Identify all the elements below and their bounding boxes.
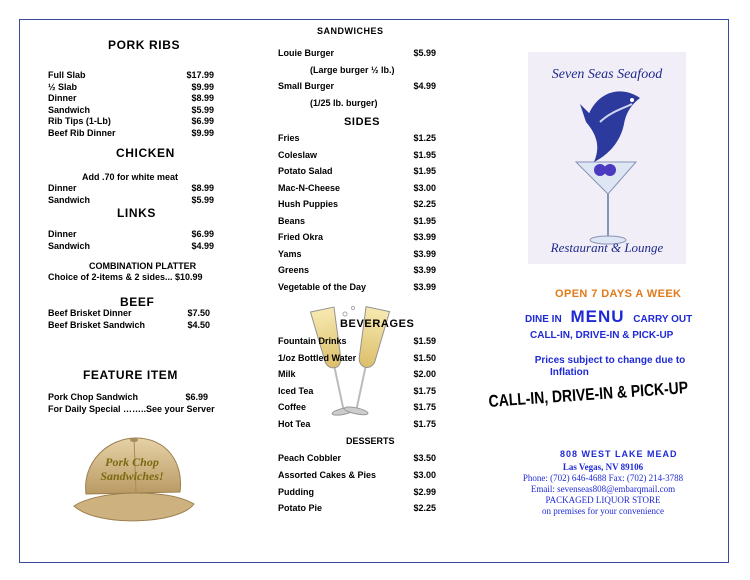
- prices-note: [520, 355, 700, 379]
- premises-line: on premises for your convenience: [542, 506, 664, 516]
- menu-item-price: $1.75: [413, 418, 436, 429]
- menu-item-name: Fountain Drinks: [278, 336, 347, 346]
- menu-item-price: $5.99: [413, 48, 436, 58]
- menu-item-name: (1/25 lb. burger): [310, 97, 378, 108]
- menu-item-row: [278, 282, 436, 292]
- menu-item-name: Potato Salad: [278, 166, 333, 176]
- menu-item-row: [278, 369, 436, 379]
- menu-item-row: [48, 241, 214, 251]
- menu-item-row: [278, 265, 436, 275]
- city-line: Las Vegas, NV 89106: [562, 462, 644, 472]
- logo-top-text: Seven Seas Seafood: [551, 67, 663, 82]
- menu-item-price: $4.99: [413, 81, 436, 91]
- menu-item-price: $1.75: [413, 402, 436, 412]
- feature-item: [48, 392, 208, 402]
- menu-item-row: [278, 470, 436, 480]
- menu-item-row: [278, 166, 436, 176]
- menu-item-price: $6.99: [191, 116, 214, 126]
- menu-item-row: [48, 82, 214, 92]
- menu-item-price: $3.50: [413, 453, 436, 463]
- menu-item-name: Milk: [278, 369, 296, 379]
- menu-item-row: [48, 320, 210, 330]
- menu-item-price: $17.99: [186, 70, 214, 80]
- sandwiches-heading: SANDWICHES: [317, 26, 384, 36]
- feature-item-price: $6.99: [185, 392, 208, 402]
- links-heading: LINKS: [117, 206, 156, 220]
- menu-item-row: [48, 183, 214, 193]
- menu-item-name: Sandwich: [48, 104, 91, 115]
- menu-item-row: [278, 150, 436, 160]
- menu-item-row: [278, 402, 436, 412]
- menu-item-price: $1.25: [413, 133, 436, 143]
- menu-item-row: [278, 453, 436, 463]
- beef-heading: BEEF: [120, 295, 155, 309]
- menu-item-name: Louie Burger: [278, 48, 335, 58]
- menu-item-name: Beef Brisket Sandwich: [48, 319, 146, 330]
- dine-in-label: DINE IN: [525, 314, 562, 325]
- menu-item-price: $9.99: [191, 81, 214, 92]
- menu-item-name: Sandwich: [48, 194, 91, 205]
- logo-bottom-text: Restaurant & Lounge: [550, 240, 664, 255]
- menu-item-name: Dinner: [48, 93, 77, 103]
- menu-item-name: Sandwich: [48, 240, 91, 251]
- menu-item-price: $2.99: [413, 486, 436, 497]
- menu-item-row: [278, 98, 436, 108]
- menu-item-name: Mac-N-Cheese: [278, 182, 341, 193]
- menu-item-row: [48, 195, 214, 205]
- carry-out-label: CARRY OUT: [633, 314, 693, 325]
- phone-line: Phone: (702) 646-4688 Fax: (702) 214-3788: [522, 473, 684, 483]
- menu-item-name: Greens: [278, 265, 310, 275]
- menu-item-price: $7.50: [187, 308, 210, 318]
- menu-item-name: Yams: [278, 248, 302, 259]
- menu-item-row: [278, 419, 436, 429]
- menu-item-row: [48, 308, 210, 318]
- liquor-store-line: PACKAGED LIQUOR STORE: [545, 495, 661, 505]
- combo-text: Choice of 2-items & 2 sides... $10.99: [48, 272, 203, 282]
- menu-item-row: [278, 216, 436, 226]
- menu-item-name: 1/oz Bottled Water: [278, 352, 357, 363]
- call-in-banner: CALL-IN, DRIVE-IN & PICK-UP: [488, 378, 689, 411]
- menu-line: [525, 307, 692, 327]
- menu-item-row: [278, 503, 436, 513]
- menu-item-price: $1.95: [413, 166, 436, 176]
- menu-item-price: $6.99: [191, 229, 214, 239]
- menu-item-name: Coleslaw: [278, 149, 318, 160]
- menu-item-name: Small Burger: [278, 81, 335, 91]
- chicken-note: Add .70 for white meat: [82, 172, 179, 182]
- menu-title: MENU: [570, 307, 625, 326]
- menu-item-row: [278, 386, 436, 396]
- cap-text-1: Pork Chop: [105, 455, 159, 469]
- menu-item-price: $4.99: [191, 240, 214, 251]
- menu-item-row: [278, 133, 436, 143]
- menu-item-row: [48, 70, 214, 80]
- menu-item-row: [278, 199, 436, 209]
- menu-item-row: [278, 487, 436, 497]
- menu-item-name: Pudding: [278, 486, 314, 497]
- menu-item-price: $5.99: [191, 104, 214, 115]
- contact-block: [500, 462, 706, 517]
- menu-item-row: [48, 105, 214, 115]
- cap-image: [68, 432, 198, 532]
- cap-text-2: Sandwiches!: [100, 469, 164, 483]
- chicken-heading: CHICKEN: [116, 146, 175, 160]
- menu-item-price: $2.25: [413, 503, 436, 514]
- menu-item-name: Beans: [278, 215, 306, 226]
- menu-item-name: Fries: [278, 133, 300, 143]
- combo-heading: COMBINATION PLATTER: [89, 261, 197, 271]
- menu-item-price: $8.99: [191, 183, 214, 193]
- menu-item-name: Potato Pie: [278, 503, 323, 514]
- menu-item-name: (Large burger ½ lb.): [310, 64, 395, 75]
- menu-item-price: $3.00: [413, 182, 436, 193]
- menu-item-row: [48, 229, 214, 239]
- menu-item-name: Hush Puppies: [278, 199, 339, 209]
- daily-special-text: For Daily Special ……..See your Server: [48, 404, 215, 414]
- menu-item-row: [278, 249, 436, 259]
- menu-item-price: $1.95: [413, 149, 436, 160]
- menu-item-price: $3.00: [413, 469, 436, 480]
- menu-item-row: [278, 336, 436, 346]
- menu-item-name: Vegetable of the Day: [278, 281, 367, 292]
- beverages-heading: BEVERAGES: [340, 318, 415, 330]
- address-line: 808 WEST LAKE MEAD: [560, 449, 678, 459]
- menu-item-price: $9.99: [191, 127, 214, 138]
- menu-item-price: $2.00: [413, 369, 436, 379]
- menu-item-name: Beef Brisket Dinner: [48, 308, 132, 318]
- menu-item-price: $5.99: [191, 194, 214, 205]
- menu-item-name: Peach Cobbler: [278, 453, 342, 463]
- menu-item-name: Beef Rib Dinner: [48, 127, 116, 138]
- menu-item-price: $3.99: [413, 265, 436, 275]
- menu-item-name: Iced Tea: [278, 385, 314, 396]
- sides-heading: SIDES: [344, 116, 381, 128]
- desserts-heading: DESSERTS: [346, 436, 395, 446]
- restaurant-logo: [528, 52, 686, 264]
- menu-item-name: Assorted Cakes & Pies: [278, 469, 377, 480]
- menu-item-name: Dinner: [48, 229, 77, 239]
- menu-item-price: $4.50: [187, 319, 210, 330]
- menu-item-price: $8.99: [191, 93, 214, 103]
- menu-item-price: $1.50: [413, 352, 436, 363]
- menu-item-row: [278, 183, 436, 193]
- menu-item-price: $3.99: [413, 248, 436, 259]
- menu-item-price: $2.25: [413, 199, 436, 209]
- menu-item-row: [48, 128, 214, 138]
- menu-item-name: Full Slab: [48, 70, 86, 80]
- menu-item-price: $1.75: [413, 385, 436, 396]
- feature-heading: FEATURE ITEM: [83, 368, 178, 382]
- menu-item-name: Coffee: [278, 402, 307, 412]
- pork-ribs-heading: PORK RIBS: [108, 38, 181, 52]
- open-seven-days: OPEN 7 DAYS A WEEK: [555, 288, 682, 300]
- menu-item-name: Dinner: [48, 183, 77, 193]
- menu-item-row: [278, 48, 436, 58]
- feature-item-name: Pork Chop Sandwich: [48, 392, 139, 402]
- menu-item-row: [278, 353, 436, 363]
- menu-item-name: Rib Tips (1-Lb): [48, 116, 111, 126]
- menu-item-name: ½ Slab: [48, 81, 78, 92]
- prices-line-2: Inflation: [550, 367, 589, 378]
- menu-item-row: [48, 93, 214, 103]
- call-in-line: CALL-IN, DRIVE-IN & PICK-UP: [530, 330, 674, 341]
- menu-item-name: Fried Okra: [278, 232, 324, 242]
- prices-line-1: Prices subject to change due to: [534, 355, 686, 366]
- menu-item-price: $1.59: [413, 336, 436, 346]
- menu-item-row: [278, 65, 436, 75]
- menu-item-row: [278, 81, 436, 91]
- menu-item-price: $3.99: [413, 232, 436, 242]
- menu-item-price: $3.99: [413, 281, 436, 292]
- menu-item-price: $1.95: [413, 215, 436, 226]
- menu-item-row: [278, 232, 436, 242]
- menu-item-row: [48, 116, 214, 126]
- menu-item-name: Hot Tea: [278, 418, 311, 429]
- email-link[interactable]: Email: sevenseas808@embarqmail.com: [530, 484, 676, 494]
